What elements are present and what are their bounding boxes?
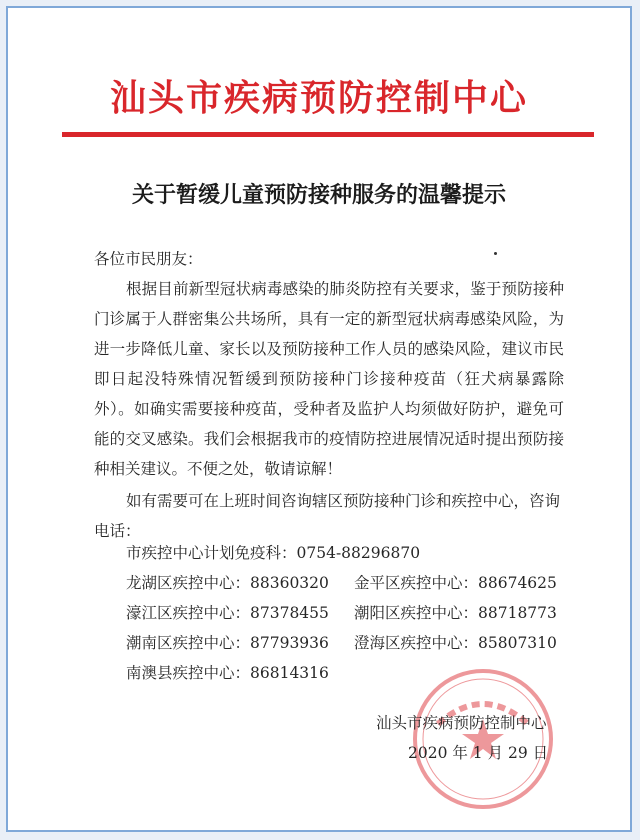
contact-nanao: 南澳县疾控中心：86814316 (126, 664, 329, 682)
body-paragraph-2: 如有需要可在上班时间咨询辖区预防接种门诊和疾控中心，咨询电话： (94, 492, 561, 540)
signature-org: 汕头市疾病预防控制中心 (376, 714, 547, 732)
letterhead-title: 汕头市疾病预防控制中心 (109, 77, 528, 119)
letterhead-rule (62, 132, 594, 137)
ink-dot (494, 252, 497, 255)
contact-row (126, 598, 586, 628)
signature-block (376, 708, 576, 768)
document-frame (6, 6, 632, 832)
signature-date: 2020 年 1 月 29 日 (408, 744, 549, 762)
contact-longhu: 龙湖区疾控中心：88360320 (126, 574, 329, 592)
contact-haojiang: 濠江区疾控中心：87378455 (126, 604, 329, 622)
contact-jinping: 金平区疾控中心：88674625 (354, 574, 557, 592)
notice-title: 关于暂缓儿童预防接种服务的温馨提示 (131, 182, 506, 208)
contact-chaonan: 潮南区疾控中心：87793936 (126, 634, 329, 652)
contact-row (126, 568, 586, 598)
contact-chenghai: 澄海区疾控中心：85807310 (354, 634, 557, 652)
body-paragraph-1: 根据目前新型冠状病毒感染的肺炎防控有关要求，鉴于预防接种门诊属于人群密集公共场所，具有一定的新型冠状病毒感染风险，为进一步降低儿童、家长以及预防接种工作人员的感染风险，建议市民即日起没特殊情况暂缓到预防接种门诊接种疫苗（狂犬病暴露除外）。如确实需要接种疫苗，受种者及监护人均须做好防护，避免可能的交叉感染。我们会根据我市的疫情防控进展情况适时提出预防接种相关建议。不便之处，敬请谅解！ (94, 280, 564, 478)
greeting: 各位市民朋友： (94, 250, 203, 268)
contact-chaoyang: 潮阳区疾控中心：88718773 (354, 604, 557, 622)
contact-city: 市疾控中心计划免疫科：0754-88296870 (126, 544, 421, 562)
contact-row (126, 628, 586, 658)
